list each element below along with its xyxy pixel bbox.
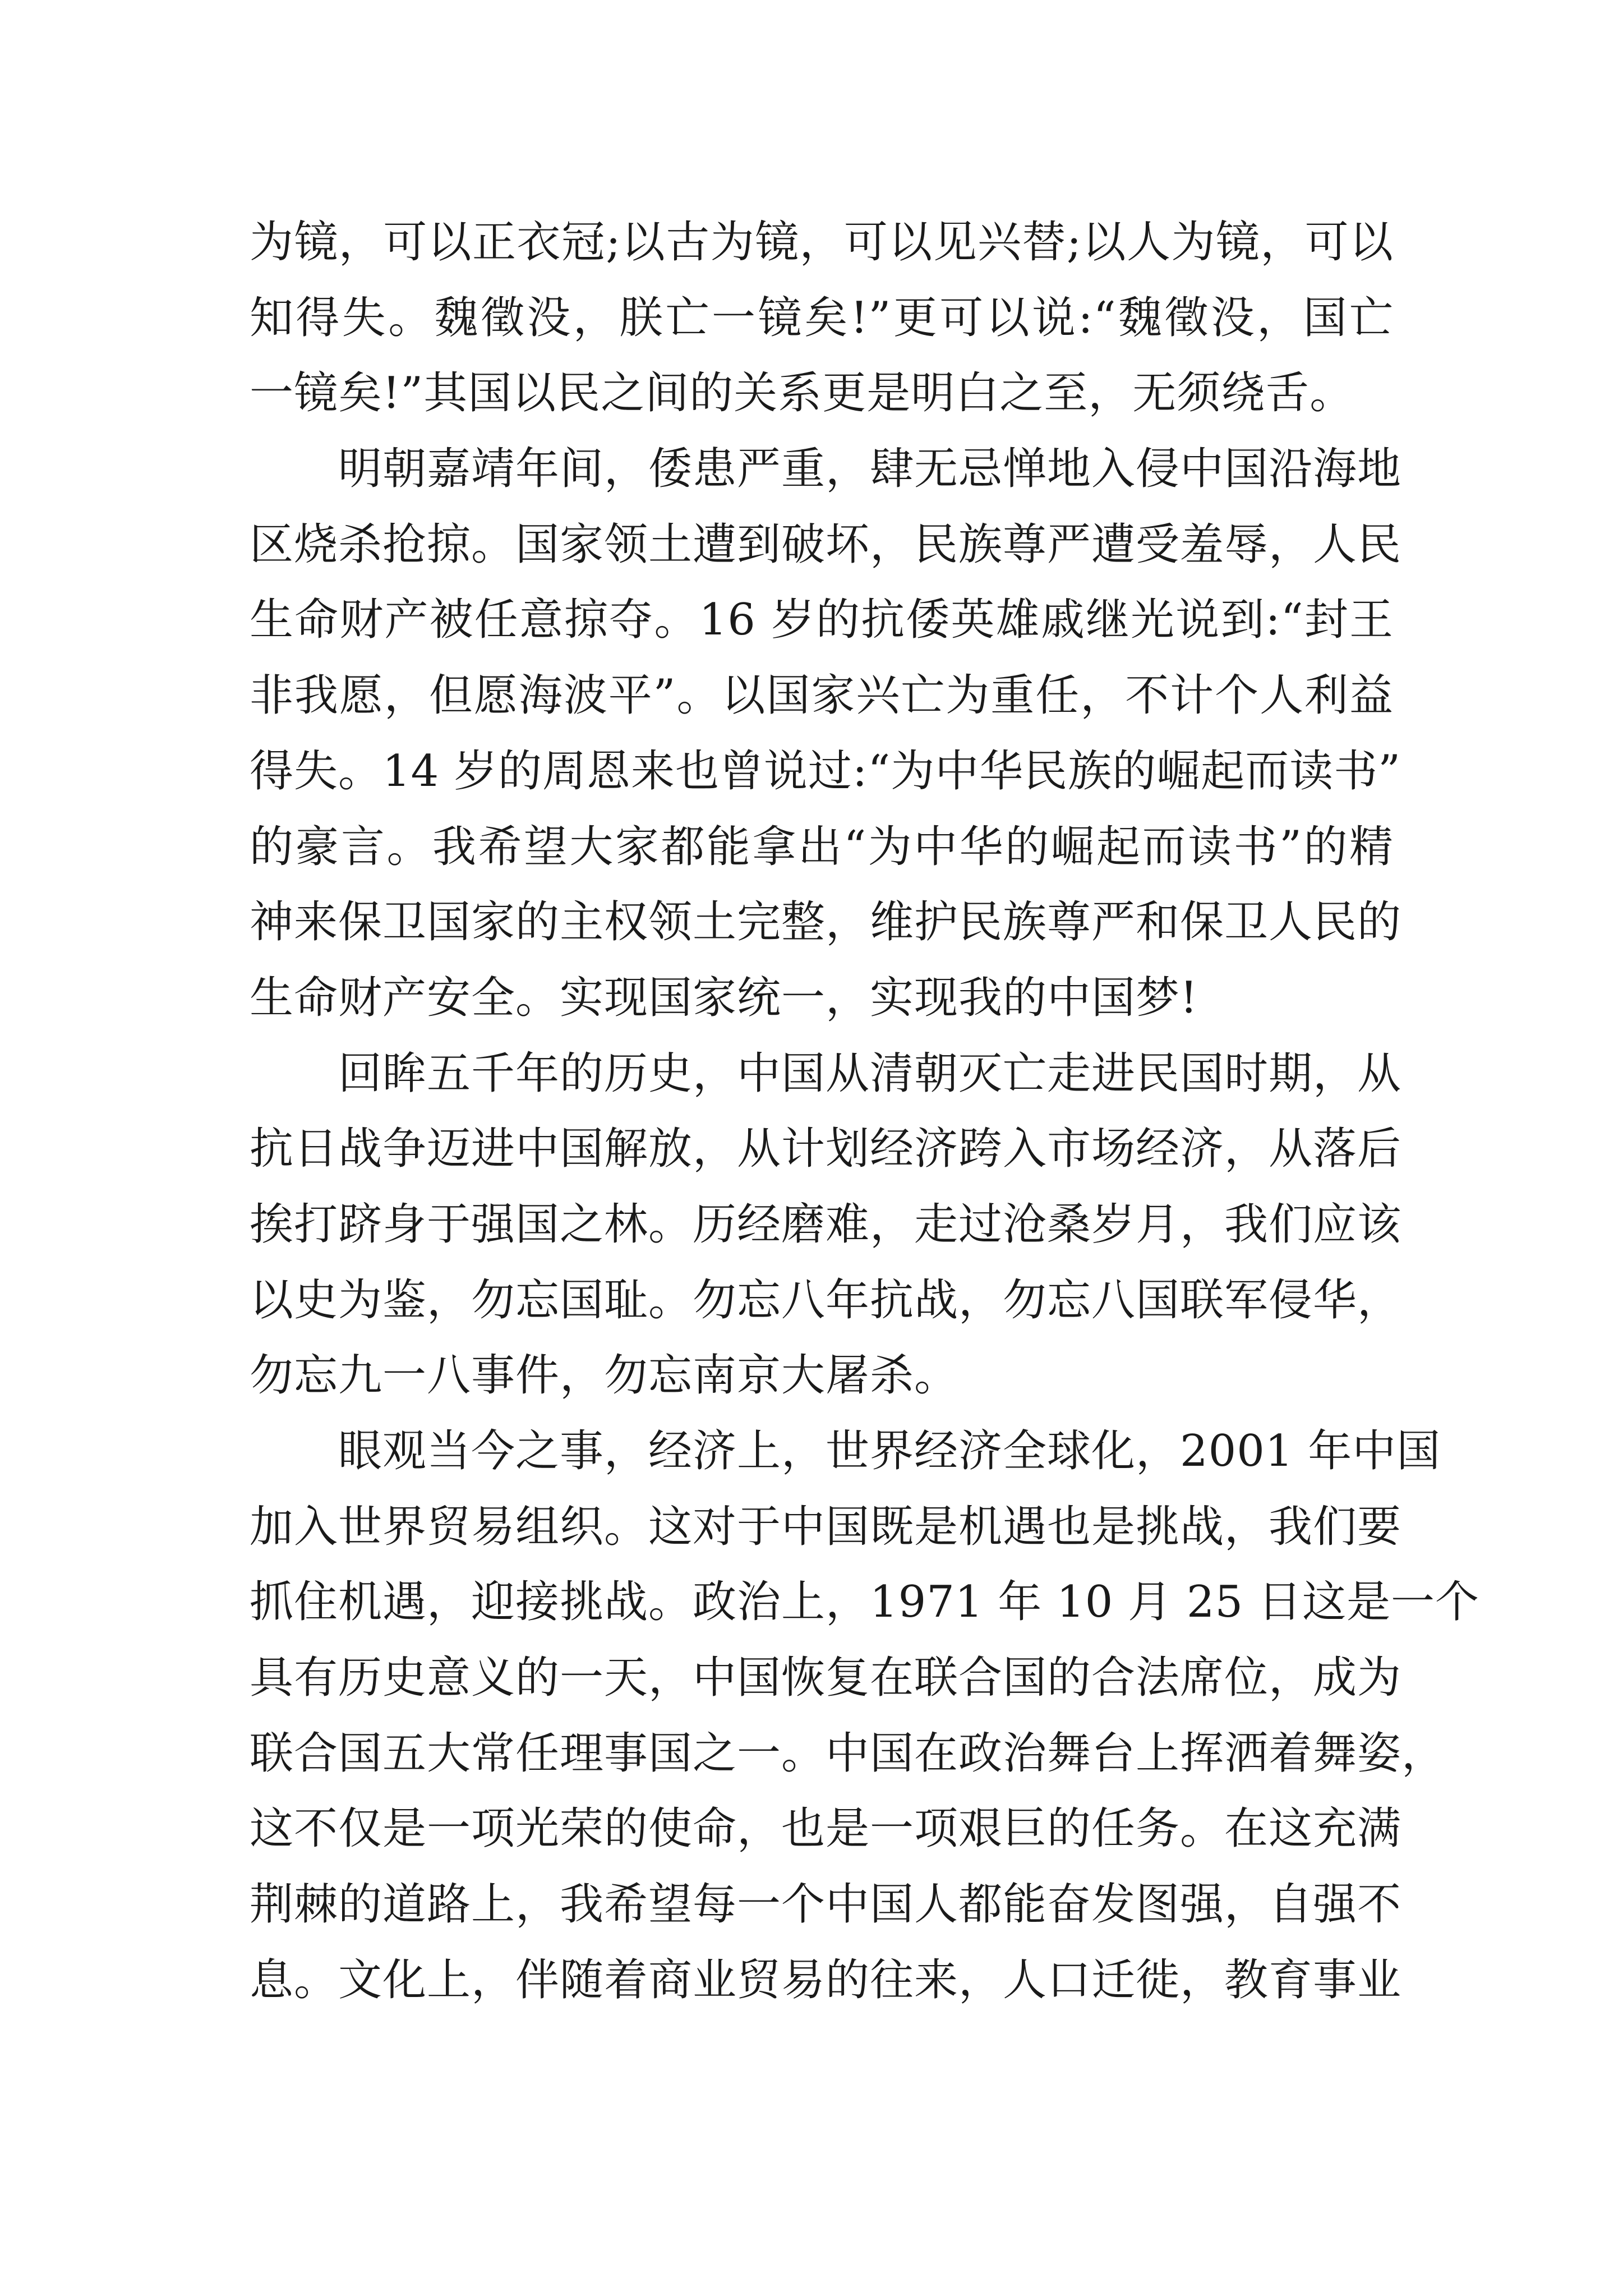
text-line: 抓住机遇，迎接挑战。政治上，1971 年 10 月 25 日这是一个 [250,1577,1479,1628]
text-line: 神来保卫国家的主权领土完整，维护民族尊严和保卫人民的 [250,897,1402,948]
text-line: 回眸五千年的历史，中国从清朝灭亡走进民国时期，从 [250,1048,1402,1099]
text-line: 的豪言。我希望大家都能拿出“为中华的崛起而读书”的精 [250,821,1394,872]
paragraph-ming-dynasty [250,431,1402,1036]
text-line: 生命财产安全。实现国家统一，实现我的中国梦! [250,972,1198,1023]
text-line: 息。文化上，伴随着商业贸易的往来，人口迁徙，教育事业 [250,1954,1402,2005]
text-line: 挨打跻身于强国之林。历经磨难，走过沧桑岁月，我们应该 [250,1199,1402,1250]
body-text [250,205,1479,2018]
text-line: 抗日战争迈进中国解放，从计划经济跨入市场经济，从落后 [250,1124,1402,1175]
text-line: 非我愿，但愿海波平”。以国家兴亡为重任，不计个人利益 [250,670,1394,721]
text-line: 这不仅是一项光荣的使命，也是一项艰巨的任务。在这充满 [250,1803,1402,1855]
text-line: 得失。14 岁的周恩来也曾说过:“为中华民族的崛起而读书” [250,746,1401,797]
text-line: 具有历史意义的一天，中国恢复在联合国的合法席位，成为 [250,1653,1402,1704]
paragraph-history [250,1036,1402,1414]
text-line: 以史为鉴，勿忘国耻。勿忘八年抗战，勿忘八国联军侵华， [250,1274,1402,1326]
text-line: 为镜，可以正衣冠;以古为镜，可以见兴替;以人为镜，可以 [250,217,1394,268]
text-line: 眼观当今之事，经济上，世界经济全球化，2001 年中国 [250,1426,1441,1476]
paragraph-present [250,1414,1479,2018]
text-line: 荆棘的道路上，我希望每一个中国人都能奋发图强，自强不 [250,1879,1402,1930]
text-line: 知得失。魏徵没，朕亡一镜矣!”更可以说:“魏徵没，国亡 [250,292,1394,343]
text-line: 区烧杀抢掠。国家领土遭到破坏，民族尊严遭受羞辱，人民 [250,519,1402,570]
text-line: 生命财产被任意掠夺。16 岁的抗倭英雄戚继光说到:“封王 [250,595,1394,646]
paragraph-continuation [250,205,1394,431]
text-line: 勿忘九一八事件，勿忘南京大屠杀。 [250,1350,959,1401]
text-line: 一镜矣!”其国以民之间的关系更是明白之至，无须绕舌。 [250,368,1354,419]
text-line: 加入世界贸易组织。这对于中国既是机遇也是挑战，我们要 [250,1501,1402,1552]
text-line: 联合国五大常任理事国之一。中国在政治舞台上挥洒着舞姿， [250,1728,1446,1779]
text-line: 明朝嘉靖年间，倭患严重，肆无忌惮地入侵中国沿海地 [250,444,1402,495]
